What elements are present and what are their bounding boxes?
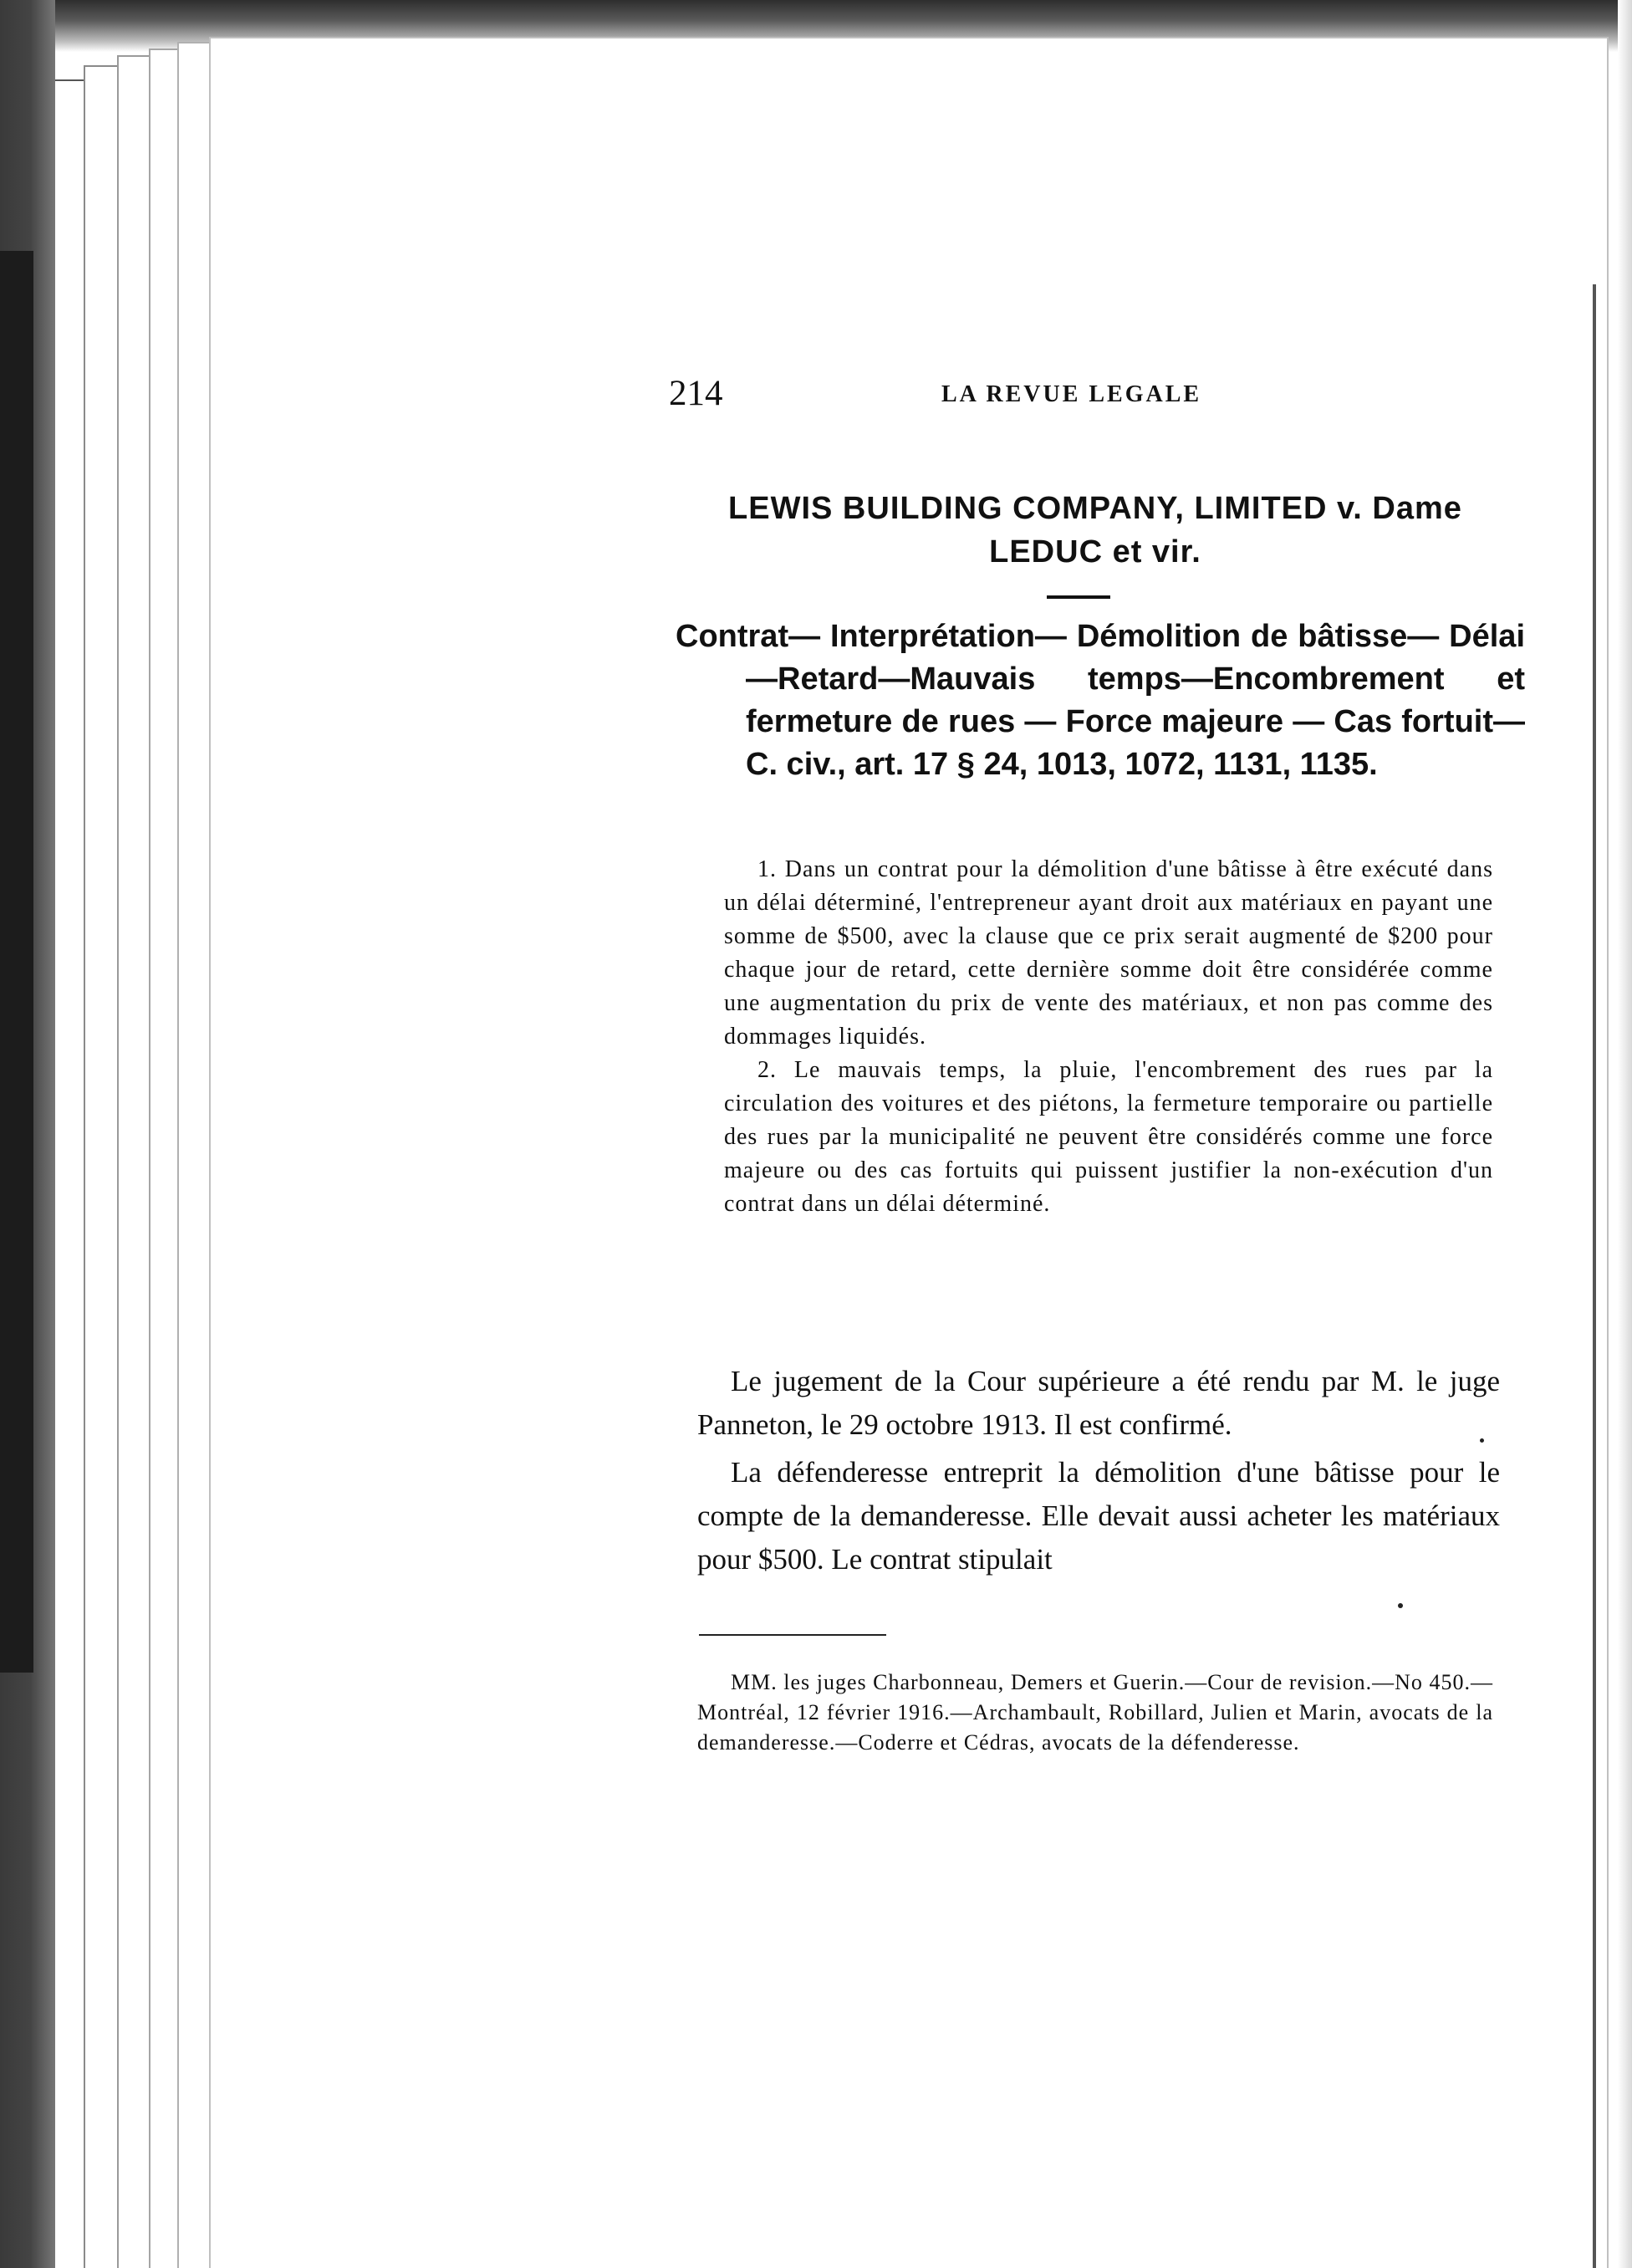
page-number: 214 xyxy=(669,374,723,413)
running-head xyxy=(669,373,1505,432)
body-text xyxy=(697,1360,1500,1586)
scan-speck xyxy=(1480,1438,1484,1443)
scan-speck xyxy=(1398,1603,1403,1608)
body-paragraph: La défenderesse entreprit la démolition d'une bâtisse pour le compte de la demanderesse. Elle devait aussi acheter les matériaux pour $500. Le contrat stipulait xyxy=(697,1456,1500,1576)
body-paragraph: Le jugement de la Cour supérieure a été rendu par M. le juge Panneton, le 29 octobre 1913. Il est confirmé. xyxy=(697,1365,1500,1441)
footnote-rule xyxy=(699,1634,886,1636)
journal-title: LA REVUE LEGALE xyxy=(941,381,1202,407)
title-rule xyxy=(1047,595,1110,599)
headnote: Contrat— Interprétation— Démolition de bâtisse— Délai—Retard—Mauvais temps—Encombrement et fermeture de rues — Force majeure — Cas fortuit—C. civ., art. 17 § 24, 1013, 1072, 1131, 1135. xyxy=(676,619,1525,782)
case-title-line: LEDUC et vir. xyxy=(989,534,1201,570)
case-summary xyxy=(724,853,1493,1221)
summary-paragraph: 1. Dans un contrat pour la démolition d'une bâtisse à être exécuté dans un délai déterminé, l'entrepreneur ayant droit aux matériaux en payant une somme de $500, avec la clause que ce prix serait augmenté de $200 pour chaque jour de retard, cette dernière somme doit être considérée comme une augmentation du prix de vente des matériaux, et non pas comme des dommages liquidés. xyxy=(724,856,1493,1050)
case-title-line: LEWIS BUILDING COMPANY, LIMITED v. Dame xyxy=(728,491,1462,526)
case-title xyxy=(694,487,1497,574)
summary-paragraph: 2. Le mauvais temps, la pluie, l'encombrement des rues par la circulation des voitures et des piétons, la fermeture temporaire ou partielle des rues par la municipalité ne peuvent être considérés comme une force majeure ou des cas fortuits qui puissent justifier la non-exécution d'un contrat dans un délai déterminé. xyxy=(724,1057,1493,1217)
footnote: MM. les juges Charbonneau, Demers et Guerin.—Cour de revision.—No 450.—Montréal, 12 février 1916.—Archambault, Robillard, Julien et Marin, avocats de la demanderesse.—Coderre et Cédras, avocats de la défenderesse. xyxy=(697,1670,1493,1755)
